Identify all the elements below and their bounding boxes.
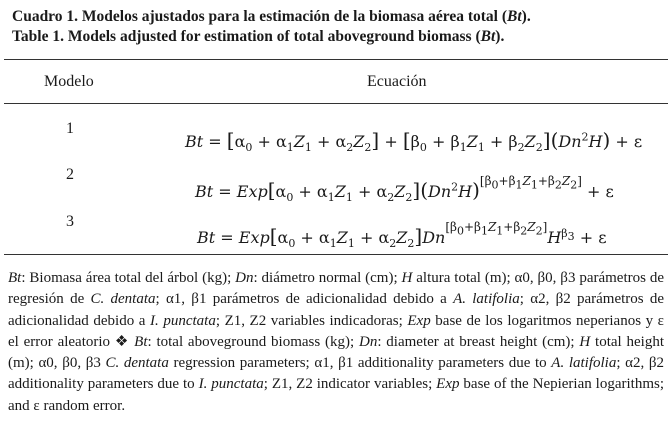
table-footnote: Bt: Biomasa área total del árbol (kg); Dn: diámetro normal (cm); H altura total (m); α0, β0, β3 parámetros de regresión de C. dentata; α1, β1 parámetros de adicionalidad debido a A. latifolia; α2, β2 parámetros de adicionalidad debido a I. punctata; Z1, Z2 variables indicadoras; Exp base de los logaritmos neperianos y ε el error aleatorio ❖ Bt: total aboveground biomass (kg); Dn: diameter at breast height (cm); H total height (m); α0, β0, β3 C. dentata regression parameters; α1, β1 additionality parameters due to A. latifolia; α2, β2 additionality parameters due to I. punctata; Z1, Z2 indicator variables; Exp base of the Nepierian logarithms; and ε random error. <box>8 270 665 414</box>
caption-en-text: Table 1. Models adjusted for estimation of total aboveground biomass ( <box>12 28 481 45</box>
header-model: Modelo <box>44 73 94 90</box>
table-caption <box>12 7 662 47</box>
header-equation: Ecuación <box>367 73 427 90</box>
caption-es-var: Bt <box>507 8 522 25</box>
equation-2: $Bt = Exp[\alpha_0 + \alpha_1Z_1 + \alpha_2Z_2](Dn^2H)[\beta 0+\beta 1Z1+\beta 2Z2] + \varepsilon$ <box>195 174 614 205</box>
caption-es-text: Cuadro 1. Modelos ajustados para la estimación de la biomasa aérea total ( <box>12 8 507 25</box>
caption-english <box>12 27 662 47</box>
bottom-rule <box>4 254 668 255</box>
caption-en-var: Bt <box>480 28 496 45</box>
model-number-3: 3 <box>66 213 74 230</box>
caption-es-end: ). <box>521 8 531 25</box>
model-number-2: 2 <box>66 166 74 183</box>
caption-en-end: ). <box>495 28 505 45</box>
top-rule <box>4 59 668 60</box>
model-number-1: 1 <box>66 120 74 137</box>
caption-spanish <box>12 7 662 27</box>
equation-1: $Bt = [\alpha_0 + \alpha_1Z_1 + \alpha_2Z_2] + [\beta_0 + \beta_1Z_1 + \beta_2Z_2](Dn^2H) + \varepsilon$ <box>185 128 643 155</box>
header-rule <box>4 103 668 104</box>
equation-3: $Bt = Exp[\alpha_0 + \alpha_1Z_1 + \alpha_2Z_2]Dn[\beta 0+\beta 1Z1+\beta 2Z2]H^{\beta_3} + \varepsilon$ <box>197 220 607 251</box>
